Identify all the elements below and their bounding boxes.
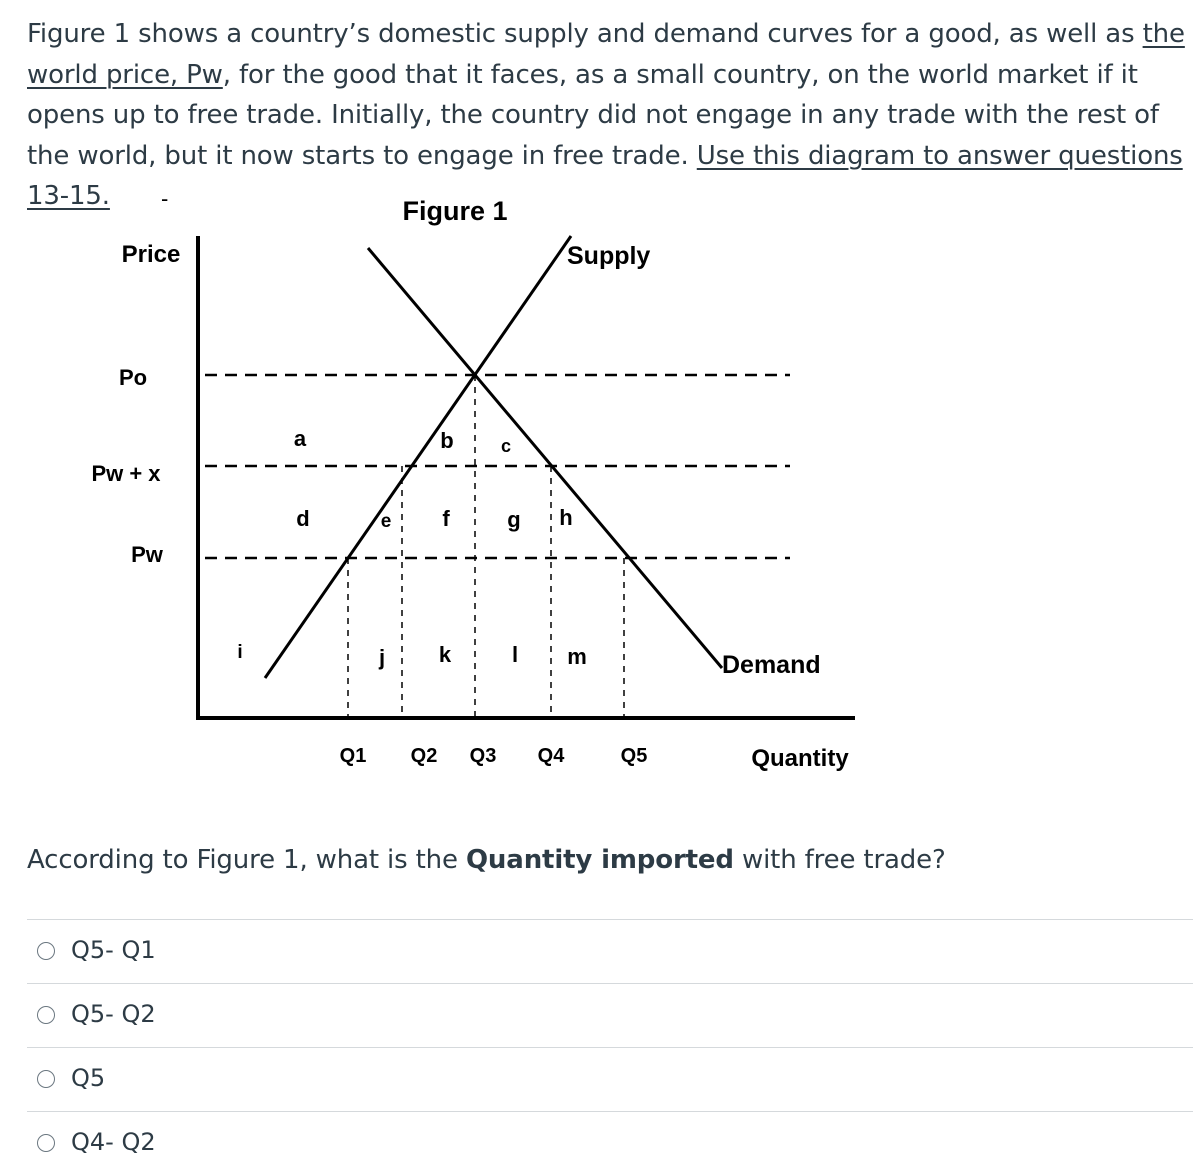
- radio-button[interactable]: [37, 1006, 55, 1024]
- demand-label: Demand: [722, 651, 821, 679]
- intro-world-price: the world price, Pw: [27, 19, 1185, 90]
- answer-option-label: Q5: [71, 1064, 106, 1092]
- area-label-d: d: [296, 506, 310, 531]
- answer-option-1[interactable]: [27, 919, 1193, 983]
- y-axis-label: Price: [121, 241, 181, 268]
- supply-label: Supply: [567, 242, 651, 270]
- area-label-m: m: [567, 644, 587, 669]
- area-label-a: a: [293, 426, 307, 451]
- area-label-l: l: [511, 642, 519, 667]
- q2-label: Q2: [410, 745, 438, 767]
- area-label-h: h: [559, 505, 573, 530]
- q5-label: Q5: [620, 745, 648, 767]
- question-text-2: with free trade?: [733, 845, 946, 875]
- area-label-e: e: [380, 511, 392, 532]
- answer-option-label: Q5- Q2: [71, 1000, 156, 1028]
- figure-1-diagram: [0, 185, 1200, 825]
- intro-text-1: Figure 1 shows a country’s domestic supply and demand curves for a good, as well as: [27, 19, 1143, 49]
- intro-text-2: , for the good that it faces, as a small country, on the world market if it opens up to free trade. Initially, the country did not engage in any trade with the rest of the world, but it now starts to engage in free trade.: [27, 59, 1159, 171]
- price-label-po: Po: [118, 365, 148, 390]
- area-label-b: b: [440, 428, 454, 453]
- radio-button[interactable]: [37, 942, 55, 960]
- demand-curve: [368, 248, 722, 668]
- question-text-1: According to Figure 1, what is the: [27, 845, 466, 875]
- answer-option-4[interactable]: [27, 1111, 1193, 1175]
- question-emphasis: Quantity imported: [465, 845, 734, 875]
- supply-curve: [265, 236, 571, 678]
- stray-dash: -: [161, 186, 169, 211]
- q3-label: Q3: [469, 745, 497, 767]
- q4-label: Q4: [537, 745, 565, 767]
- price-label-pw: Pw: [131, 542, 163, 567]
- intro-instruction: Use this diagram to answer questions 13-15.: [27, 140, 1183, 211]
- radio-button[interactable]: [37, 1070, 55, 1088]
- answer-options: [27, 919, 1193, 1175]
- answer-option-label: Q4- Q2: [71, 1128, 156, 1156]
- area-label-c: c: [500, 436, 512, 456]
- area-label-k: k: [438, 642, 452, 667]
- answer-option-2[interactable]: [27, 983, 1193, 1047]
- x-axis-label: Quantity: [751, 745, 849, 772]
- q1-label: Q1: [339, 745, 367, 767]
- radio-button[interactable]: [37, 1134, 55, 1152]
- price-label-pw-plus-x: Pw + x: [91, 461, 161, 486]
- area-label-j: j: [378, 645, 386, 670]
- answer-option-3[interactable]: [27, 1047, 1193, 1111]
- question-text: [27, 840, 946, 880]
- area-label-f: f: [442, 506, 450, 531]
- figure-title: Figure 1: [402, 196, 508, 226]
- answer-option-label: Q5- Q1: [71, 936, 156, 964]
- area-label-g: g: [507, 507, 521, 532]
- area-label-i: i: [237, 642, 243, 663]
